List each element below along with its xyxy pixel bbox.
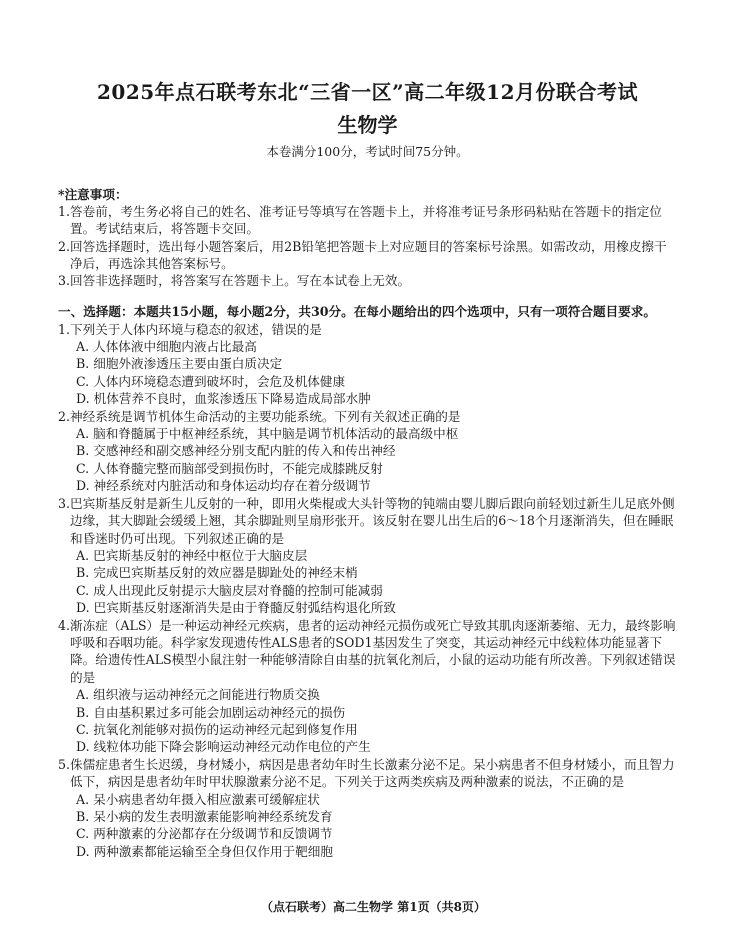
- section-text: 选择题：本题共15小题，每小题2分，共30分。在每小题给出的四个选项中，只有一项符合题目要求。: [83, 304, 656, 320]
- option-b: B. 交感神经和副交感神经分别支配内脏的传入和传出神经: [76, 443, 396, 459]
- notes-block: [58, 186, 677, 289]
- option-d: D. 两种激素都能运输至全身但仅作用于靶细胞: [76, 843, 333, 859]
- note-number: 3.: [58, 273, 71, 289]
- note-number: 2.: [58, 238, 71, 254]
- question: [58, 321, 677, 408]
- score-note: 本卷满分100分，考试时间75分钟。: [266, 144, 469, 159]
- note-text: 答卷前，考生务必将自己的姓名、准考证号等填写在答题卡上，并将准考证号条形码粘贴在答题卡的指定位置。考试结束后，将答题卡交回。: [70, 204, 662, 237]
- option-a: A. 呆小病患者幼年摄入相应激素可缓解症状: [76, 791, 320, 807]
- question-stem: 渐冻症（ALS）是一种运动神经元疾病，患者的运动神经元损伤或死亡导致其肌肉逐渐萎缩、无力，最终影响呼吸和吞咽功能。科学家发现遗传性ALS患者的SOD1基因发生了突变，其运动神经元中线粒体功能显著下降。给遗传性ALS模型小鼠注射一种能够清除自由基的抗氧化剂后，小鼠的运动功能有所改善。下列叙述错误的是: [70, 617, 676, 685]
- option-c: C. 人体内环境稳态遭到破坏时，会危及机体健康: [76, 373, 346, 389]
- section-number: 一、: [58, 304, 84, 320]
- option-d: D. 线粒体功能下降会影响运动神经元动作电位的产生: [76, 739, 371, 755]
- option-b: B. 细胞外液渗透压主要由蛋白质决定: [76, 356, 283, 372]
- option-c: C. 成人出现此反射提示大脑皮层对脊髓的控制可能减弱: [76, 582, 383, 598]
- exam-title: 2025年点石联考东北“三省一区”高二年级12月份联合考试: [96, 80, 638, 104]
- note-item: [58, 238, 677, 272]
- option-d: D. 机体营养不良时，血浆渗透压下降易造成局部水肿: [76, 391, 371, 407]
- question-number: 4.: [58, 617, 71, 633]
- option-d: D. 神经系统对内脏活动和身体运动均存在着分级调节: [76, 478, 371, 494]
- option-a: A. 组织液与运动神经元之间能进行物质交换: [76, 687, 320, 703]
- question-stem: 下列关于人体内环境与稳态的叙述，错误的是: [70, 321, 322, 337]
- question-number: 5.: [58, 756, 71, 772]
- option-a: A. 脑和脊髓属于中枢神经系统，其中脑是调节机体活动的最高级中枢: [76, 426, 459, 442]
- note-item: [58, 272, 677, 289]
- page-footer: （点石联考）高二生物学 第1页（共8页）: [261, 900, 486, 914]
- notes-heading: *注意事项：: [58, 187, 128, 202]
- option-b: B. 自由基积累过多可能会加剧运动神经元的损伤: [76, 704, 346, 720]
- option-a: A. 巴宾斯基反射的神经中枢位于大脑皮层: [76, 547, 308, 563]
- option-b: B. 完成巴宾斯基反射的效应器是脚趾处的神经末梢: [76, 565, 358, 581]
- question-stem: 神经系统是调节机体生命活动的主要功能系统。下列有关叙述正确的是: [70, 408, 461, 424]
- option-c: C. 人体脊髓完整而脑部受到损伤时，不能完成膝跳反射: [76, 460, 383, 476]
- option-d: D. 巴宾斯基反射逐渐消失是由于脊髓反射弧结构退化所致: [76, 600, 396, 616]
- option-c: C. 抗氧化剂能够对损伤的运动神经元起到修复作用: [76, 721, 358, 737]
- question-list: [58, 321, 677, 861]
- option-a: A. 人体体液中细胞内液占比最高: [76, 339, 257, 355]
- question: [58, 408, 677, 495]
- question: [58, 756, 677, 860]
- question: [58, 495, 677, 617]
- question: [58, 617, 677, 756]
- question-stem: 巴宾斯基反射是新生儿反射的一种，即用火柴棍或大头针等物的钝端由婴儿脚后跟向前轻划过新生儿足底外侧边缘，其大脚趾会缓缓上翘，其余脚趾则呈扇形张开。该反射在婴儿出生后的6～18个月逐渐消失，但在睡眠和昏迷时仍可出现。下列叙述正确的是: [70, 495, 675, 546]
- note-text: 回答选择题时，选出每小题答案后，用2B铅笔把答题卡上对应题目的答案标号涂黑。如需改动，用橡皮擦干净后，再选涂其他答案标号。: [70, 238, 667, 271]
- question-stem: 侏儒症患者生长迟缓，身材矮小，病因是患者幼年时生长激素分泌不足。呆小病患者不但身材矮小，而且智力低下，病因是患者幼年时甲状腺激素分泌不足。下列关于这两类疾病及两种激素的说法，不正确的是: [70, 756, 675, 790]
- question-number: 2.: [58, 408, 71, 424]
- section-heading: [58, 303, 677, 320]
- question-number: 1.: [58, 321, 71, 337]
- option-c: C. 两种激素的分泌都存在分级调节和反馈调节: [76, 826, 333, 842]
- subject-title: 生物学: [337, 113, 398, 137]
- note-text: 回答非选择题时，将答案写在答题卡上。写在本试卷上无效。: [70, 273, 411, 289]
- option-b: B. 呆小病的发生表明激素能影响神经系统发育: [76, 809, 333, 824]
- question-number: 3.: [58, 495, 71, 511]
- note-item: [58, 203, 677, 237]
- note-number: 1.: [58, 204, 71, 220]
